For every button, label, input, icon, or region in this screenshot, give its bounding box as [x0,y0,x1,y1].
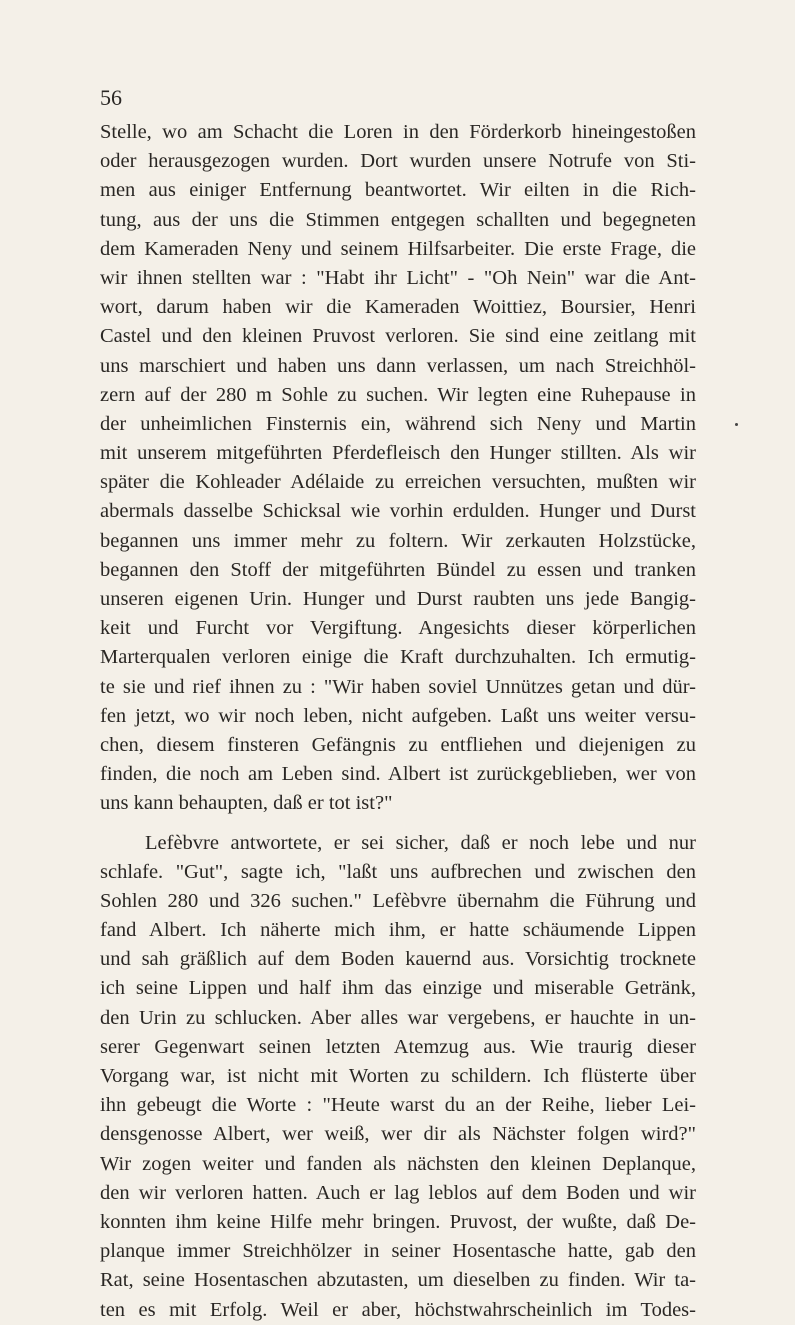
text-line: mit unserem mitgeführten Pferdefleisch den Hunger stillten. Als wir [100,442,696,465]
text-line: wort, darum haben wir die Kameraden Woittiez, Boursier, Henri [100,296,696,319]
text-line: Stelle, wo am Schacht die Loren in den Förderkorb hineingestoßen [100,121,696,143]
text-line: fand Albert. Ich näherte mich ihm, er hatte schäumende Lippen [100,919,696,942]
page-number: 56 [100,85,122,110]
text-line: te sie und rief ihnen zu : "Wir haben soviel Unnützes getan und dür- [100,675,696,698]
text-line: Sohlen 280 und 326 suchen." Lefèbvre übernahm die Führung und [100,889,696,912]
text-line: zern auf der 280 m Sohle zu suchen. Wir legten eine Ruhepause in [100,383,696,406]
text-line: ten es mit Erfolg. Weil er aber, höchstwahrscheinlich im Todes- [100,1298,696,1321]
text-line: serer Gegenwart seinen letzten Atemzug aus. Wie traurig dieser [100,1035,696,1058]
text-line: planque immer Streichhölzer in seiner Hosentasche hatte, gab den [100,1240,696,1263]
text-line: den wir verloren hatten. Auch er lag leblos auf dem Boden und wir [100,1181,696,1204]
text-line: konnten ihm keine Hilfe mehr bringen. Pruvost, der wußte, daß De- [100,1210,696,1233]
text-line: Wir zogen weiter und fanden als nächsten den kleinen Deplanque, [100,1152,696,1175]
text-line: wir ihnen stellten war : "Habt ihr Licht" - "Oh Nein" war die Ant- [100,266,696,289]
text-line: unseren eigenen Urin. Hunger und Durst raubten uns jede Bangig- [100,588,696,610]
paragraph-spacer [100,819,696,829]
paper-speck [735,423,738,426]
text-line: begannen den Stoff der mitgeführten Bündel zu essen und tranken [100,558,696,581]
text-line: begannen uns immer mehr zu foltern. Wir zerkauten Holzstücke, [100,529,696,552]
text-line: der unheimlichen Finsternis ein, während sich Neny und Martin [100,412,696,435]
paragraph-2 [100,829,696,1325]
text-line: den Urin zu schlucken. Aber alles war vergebens, er hauchte in un- [100,1006,696,1029]
text-line: tung, aus der uns die Stimmen entgegen schallten und begegneten [100,208,696,231]
text-line: dem Kameraden Neny und seinem Hilfsarbeiter. Die erste Frage, die [100,237,696,260]
text-line: Lefèbvre antwortete, er sei sicher, daß er noch lebe und nur [145,831,696,854]
text-line: Castel und den kleinen Pruvost verloren. Sie sind eine zeitlang mit [100,325,696,348]
text-line: uns kann behaupten, daß er tot ist?" [100,792,393,815]
text-line: uns marschiert und haben uns dann verlassen, um nach Streichhöl- [100,354,696,377]
text-line: Marterqualen verloren einige die Kraft durchzuhalten. Ich ermutig- [100,646,696,669]
text-line: densgenosse Albert, wer weiß, wer dir als Nächster folgen wird?" [100,1123,696,1146]
text-line: ihn gebeugt die Worte : "Heute warst du an der Reihe, lieber Lei- [100,1094,696,1117]
text-line: oder herausgezogen wurden. Dort wurden unsere Notrufe von Sti- [100,150,696,173]
paragraph-1 [100,118,696,819]
body-text [100,118,696,1325]
text-line: ich seine Lippen und half ihm das einzige und miserable Getränk, [100,977,696,1000]
text-line: Rat, seine Hosentaschen abzutasten, um dieselben zu finden. Wir ta- [100,1269,696,1292]
text-line: Vorgang war, ist nicht mit Worten zu schildern. Ich flüsterte über [100,1065,696,1087]
text-line: finden, die noch am Leben sind. Albert ist zurückgeblieben, wer von [100,763,696,786]
text-line: fen jetzt, wo wir noch leben, nicht aufgeben. Laßt uns weiter versu- [100,704,696,727]
text-line: abermals dasselbe Schicksal wie vorhin erdulden. Hunger und Durst [100,500,696,523]
text-line: chen, diesem finsteren Gefängnis zu entfliehen und diejenigen zu [100,733,696,756]
text-line: keit und Furcht vor Vergiftung. Angesichts dieser körperlichen [100,617,696,640]
text-line: und sah gräßlich auf dem Boden kauernd aus. Vorsichtig trocknete [100,948,696,971]
text-line: schlafe. "Gut", sagte ich, "laßt uns aufbrechen und zwischen den [100,860,696,883]
text-line: später die Kohleader Adélaide zu erreichen versuchten, mußten wir [100,471,696,494]
text-line: men aus einiger Entfernung beantwortet. Wir eilten in die Rich- [100,179,696,202]
